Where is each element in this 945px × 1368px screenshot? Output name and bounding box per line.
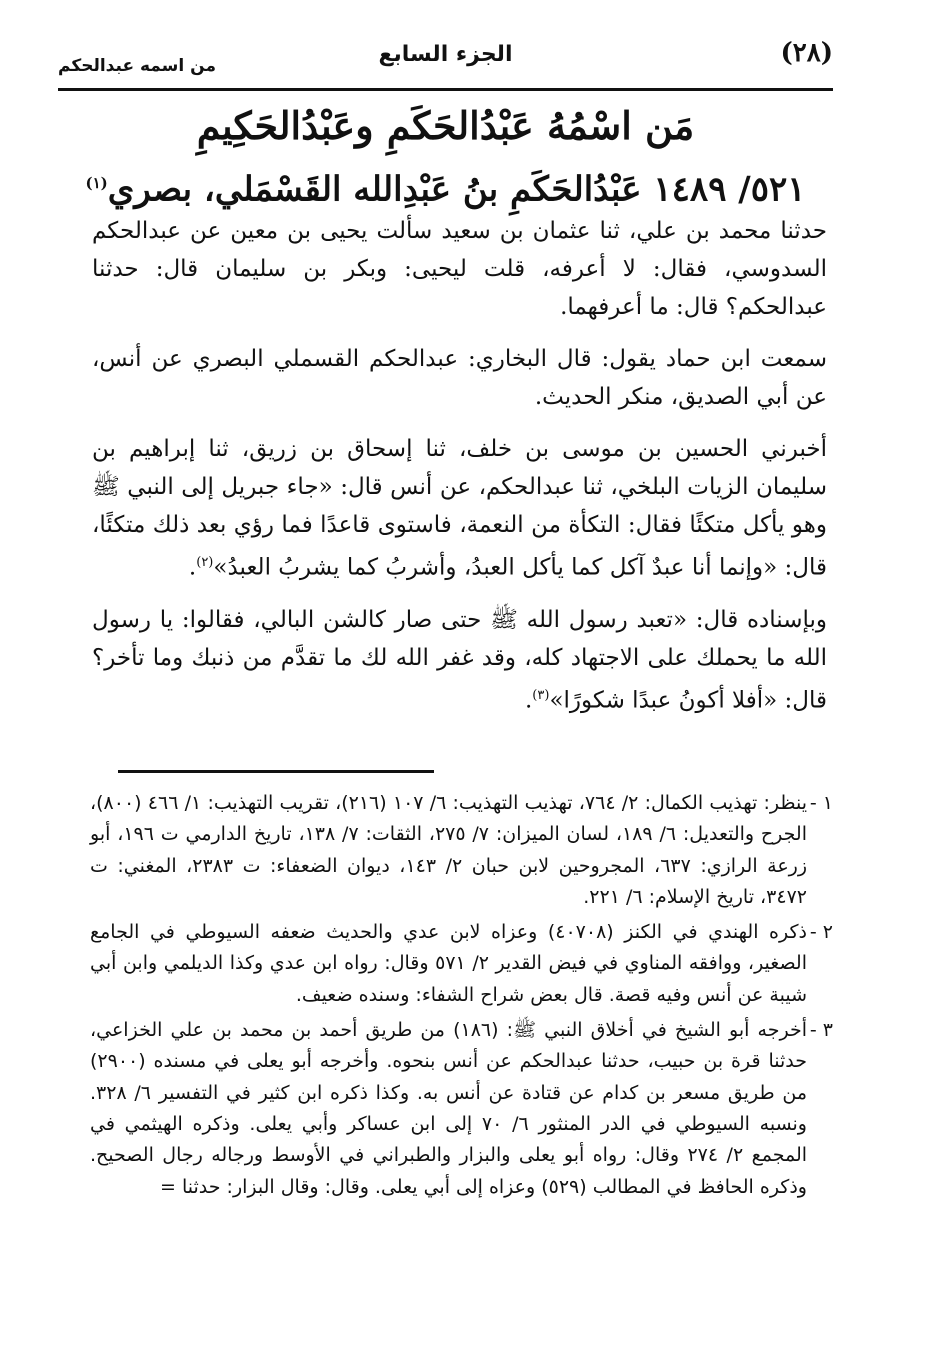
footnote <box>90 1015 833 1203</box>
chapter-title: مَن اسْمُهُ عَبْدُالحَكَمِ وعَبْدُالحَكِيمِ <box>196 103 695 148</box>
footnote-text: ذكره الهندي في الكنز (٤٠٧٠٨) وعزاه لابن عدي والحديث ضعفه السيوطي في الجامع الصغير، ووافقه المناوي في فيض القدير ٢/ ٥٧١ وقال: رواه ابن عدي وكذا الديلمي وابن أبي شيبة عن أنس وفيه قصة. قال بعض شراح الشفاء: وسنده ضعيف. <box>90 921 807 1006</box>
footnote-reference: (٣) <box>532 687 550 703</box>
page-number: (٢٨) <box>780 38 833 68</box>
footnote-number: ٢ - <box>809 921 833 944</box>
main-text <box>92 212 827 719</box>
footnote <box>90 917 833 1011</box>
footnote-divider <box>118 770 434 773</box>
entry-note-marker: (١) <box>85 174 108 192</box>
footnote-number: ١ - <box>809 792 833 814</box>
paragraph-text: سمعت ابن حماد يقول: قال البخاري: عبدالحكم القسملي البصري عن أنس، عن أبي الصديق، منكر الحديث. <box>92 346 827 410</box>
footnote-text: ينظر: تهذيب الكمال: ٢/ ٧٦٤، تهذيب التهذيب: ٦/ ١٠٧ (٢١٦)، تقريب التهذيب: ١/ ٤٦٦ (٨٠٠)، الجرح والتعديل: ٦/ ١٨٩، لسان الميزان: ٧/ ٢٧٥، الثقات: ٧/ ١٣٨، تاريخ الدارمي ت ١٩٦، أبو زرعة الرازي: ٦٣٧، المجروحين لابن حبان ٢/ ١٤٣، ديوان الضعفاء: ت ٢٣٨٣، المغني: ت ٣٤٧٢، تاريخ الإسلام: ٦/ ٢٢١. <box>90 792 808 908</box>
paragraph: أخبرني الحسين بن موسى بن خلف، ثنا إسحاق بن زريق، ثنا إبراهيم بن سليمان الزيات البلخي، ثنا عبدالحكم، عن أنس قال: «جاء جبريل إلى النبي ﷺ وهو يأكل متكئًا فقال: التكأة من النعمة، فاستوى قاعدًا فما رؤي بعد ذلك متكئًا، قال: «وإنما أنا عبدٌ آكل كما يأكل العبدُ، وأشربُ كما يشربُ العبدُ»$^{(٢)}$. <box>92 436 827 581</box>
footnotes <box>90 788 833 1207</box>
footnote-number: ٣ - <box>809 1019 833 1042</box>
entry-title <box>58 160 833 212</box>
volume-title: الجزء السابع <box>378 42 513 67</box>
footnote-text: أخرجه أبو الشيخ في أخلاق النبي ﷺ: (١٨٦) من طريق أحمد بن محمد بن علي الخزاعي، حدثنا قرة بن حبيب، حدثنا عبدالحكم عن أنس بنحوه. وأخرجه أبو يعلى في مسنده (٢٩٠٠) من طريق مسعر بن كدام عن قتادة عن أنس به. وكذا ذكره ابن كثير في التفسير ٦/ ٣٢٨. ونسبه السيوطي في الدر المنثور ٦/ ٧٠ إلى ابن عساكر وأبي يعلى. وذكره الهيثمي في المجمع ٢/ ٢٧٤ وقال: رواه أبو يعلى والبزار والطبراني في الأوسط ورجاله رجال الصحيح. وذكره الحافظ في المطالب (٥٢٩) وعزاه إلى أبي يعلى. وقال: وقال البزار: حدثنا = <box>90 1019 808 1198</box>
paragraph-text: حدثنا محمد بن علي، ثنا عثمان بن سعيد سألت يحيى بن معين عن عبدالحكم السدوسي، فقال: لا أعرفه، قلت ليحيى: وبكر بن سليمان قال: حدثنا عبدالحكم؟ قال: ما أعرفهما. <box>92 218 827 320</box>
paragraph-text: أخبرني الحسين بن موسى بن خلف، ثنا إسحاق بن زريق، ثنا إبراهيم بن سليمان الزيات البلخي، ثنا عبدالحكم، عن أنس قال: «جاء جبريل إلى النبي ﷺ وهو يأكل متكئًا فقال: التكأة من النعمة، فاستوى قاعدًا فما رؤي بعد ذلك متكئًا، قال: «وإنما أنا عبدٌ آكل كما يأكل العبدُ، وأشربُ كما يشربُ العبدُ» <box>92 436 827 581</box>
footnote-reference: (٢) <box>196 555 214 570</box>
entry-title-text: ٥٢١/ ١٤٨٩ عَبْدُالحَكَمِ بنُ عَبْدِالله القَسْمَلي، بصري <box>107 169 806 210</box>
paragraph: وبإسناده قال: «تعبد رسول الله ﷺ حتى صار كالشن البالي، فقالوا: يا رسول الله ما يحملك على الاجتهاد كله، وقد غفر الله لك ما تقدَّم من ذنبك وما تأخر؟ قال: «أفلا أكونُ عبدًا شكورًا»$^{(٣)}$. <box>92 606 827 714</box>
paragraph <box>92 340 827 416</box>
header-divider <box>58 88 833 91</box>
footnote <box>90 788 833 913</box>
section-running-title: من اسمه عبدالحكم <box>58 56 216 76</box>
running-header <box>58 38 833 88</box>
paragraph-text: وبإسناده قال: «تعبد رسول الله ﷺ حتى صار كالشن البالي، فقالوا: يا رسول الله ما يحملك على الاجتهاد كله، وقد غفر الله لك ما تقدَّم من ذنبك وما تأخر؟ قال: «أفلا أكونُ عبدًا شكورًا» <box>92 606 827 714</box>
paragraph <box>92 212 827 326</box>
